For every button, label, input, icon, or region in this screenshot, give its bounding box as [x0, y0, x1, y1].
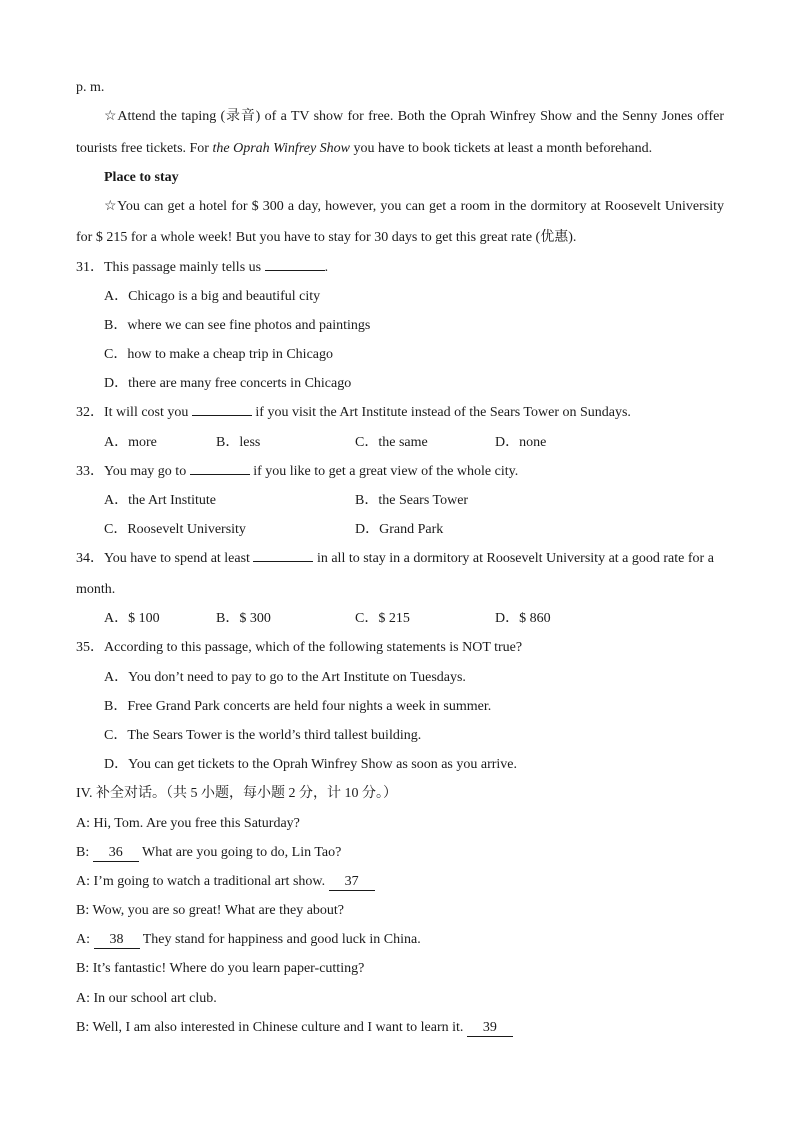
answer-blank: [265, 270, 325, 271]
passage-place-line1: ☆You can get a hotel for $ 300 a day, however, you can get a room in the dormitory at Roosevelt University: [104, 199, 724, 214]
answer-blank: [253, 561, 313, 562]
place-to-stay-heading: Place to stay: [104, 170, 179, 185]
passage-free-tv-line1: ☆Attend the taping (录音) of a TV show for free. Both the Oprah Winfrey Show and the Senny Jones offer: [104, 109, 724, 124]
passage-place-line2: for $ 215 for a whole week! But you have to stay for 30 days to get this great rate (优惠).: [76, 230, 577, 245]
blank-36[interactable]: 36: [93, 845, 139, 862]
q34-text: 34．You have to spend at least: [76, 551, 254, 566]
q35-option-a[interactable]: A．You don’t need to pay to go to the Art Institute on Tuesdays.: [104, 670, 466, 685]
q34-option-a[interactable]: A．$ 100: [104, 611, 160, 626]
q34-options-row: [104, 609, 724, 629]
blank-38[interactable]: 38: [94, 932, 140, 949]
question-32: [76, 403, 724, 423]
q31-text: 31．This passage mainly tells us: [76, 260, 265, 275]
blank-39[interactable]: 39: [467, 1020, 513, 1037]
q34-text-end: in all to stay in a dormitory at Roosevelt University at a good rate for a: [313, 551, 714, 566]
passage-line-pm: p. m.: [76, 80, 105, 95]
q32-option-a[interactable]: A．more: [104, 435, 157, 450]
dialogue-speaker: B:: [76, 845, 93, 860]
passage-free-tv-line2: [76, 139, 724, 159]
dialogue-line-5: [76, 930, 724, 950]
answer-blank: [190, 474, 250, 475]
q31-text-end: .: [324, 260, 329, 275]
answer-blank: [192, 415, 252, 416]
q32-options-row: [104, 433, 724, 453]
q33-text-end: if you like to get a great view of the whole city.: [249, 464, 519, 479]
q35-option-d[interactable]: D．You can get tickets to the Oprah Winfrey Show as soon as you arrive.: [104, 757, 518, 772]
question-34-continued: month.: [76, 582, 116, 597]
question-34: [76, 549, 724, 569]
dialogue-line-3: [76, 872, 724, 892]
q33-option-d[interactable]: D．Grand Park: [355, 522, 444, 537]
q34-option-c[interactable]: C．$ 215: [355, 611, 410, 626]
blank-37[interactable]: 37: [329, 874, 375, 891]
question-35: 35．According to this passage, which of the following statements is NOT true?: [76, 640, 523, 655]
q31-option-a[interactable]: A．Chicago is a big and beautiful city: [104, 289, 321, 304]
dialogue-line-2: [76, 843, 724, 863]
q31-option-c[interactable]: C．how to make a cheap trip in Chicago: [104, 347, 333, 362]
q31-option-b[interactable]: B．where we can see fine photos and paintings: [104, 318, 371, 333]
dialogue-text: B: Well, I am also interested in Chinese culture and I want to learn it.: [76, 1020, 467, 1035]
dialogue-text: A: I’m going to watch a traditional art show.: [76, 874, 329, 889]
q33-option-b[interactable]: B．the Sears Tower: [355, 493, 469, 508]
section-4-heading: IV. 补全对话。（共 5 小题，每小题 2 分，计 10 分。）: [76, 786, 397, 801]
free-tv-text-a: tourists free tickets. For: [76, 141, 213, 156]
q32-text: 32．It will cost you: [76, 405, 192, 420]
dialogue-line-8: [76, 1018, 724, 1038]
q32-option-c[interactable]: C．the same: [355, 435, 428, 450]
free-tv-text-b: you have to book tickets at least a month beforehand.: [350, 141, 653, 156]
dialogue-line-7: A: In our school art club.: [76, 991, 217, 1006]
dialogue-line-4: B: Wow, you are so great! What are they about?: [76, 903, 345, 918]
q35-option-c[interactable]: C．The Sears Tower is the world’s third tallest building.: [104, 728, 422, 743]
dialogue-line-1: A: Hi, Tom. Are you free this Saturday?: [76, 816, 300, 831]
question-31: [76, 258, 724, 278]
q35-option-b[interactable]: B．Free Grand Park concerts are held four nights a week in summer.: [104, 699, 492, 714]
q33-option-a[interactable]: A．the Art Institute: [104, 493, 216, 508]
show-name-italic: the Oprah Winfrey Show: [212, 141, 351, 156]
q34-option-d[interactable]: D．$ 860: [495, 611, 551, 626]
dialogue-text: What are you going to do, Lin Tao?: [138, 845, 342, 860]
q33-options-row-1: [104, 491, 724, 511]
q33-option-c[interactable]: C．Roosevelt University: [104, 522, 246, 537]
dialogue-text: They stand for happiness and good luck in China.: [139, 932, 421, 947]
q32-option-b[interactable]: B．less: [216, 435, 261, 450]
dialogue-line-6: B: It’s fantastic! Where do you learn paper-cutting?: [76, 961, 365, 976]
dialogue-speaker: A:: [76, 932, 94, 947]
q33-options-row-2: [104, 520, 724, 540]
q33-text: 33．You may go to: [76, 464, 190, 479]
q34-option-b[interactable]: B．$ 300: [216, 611, 271, 626]
q31-option-d[interactable]: D．there are many free concerts in Chicago: [104, 376, 352, 391]
q32-option-d[interactable]: D．none: [495, 435, 547, 450]
q32-text-end: if you visit the Art Institute instead of the Sears Tower on Sundays.: [251, 405, 631, 420]
question-33: [76, 462, 724, 482]
